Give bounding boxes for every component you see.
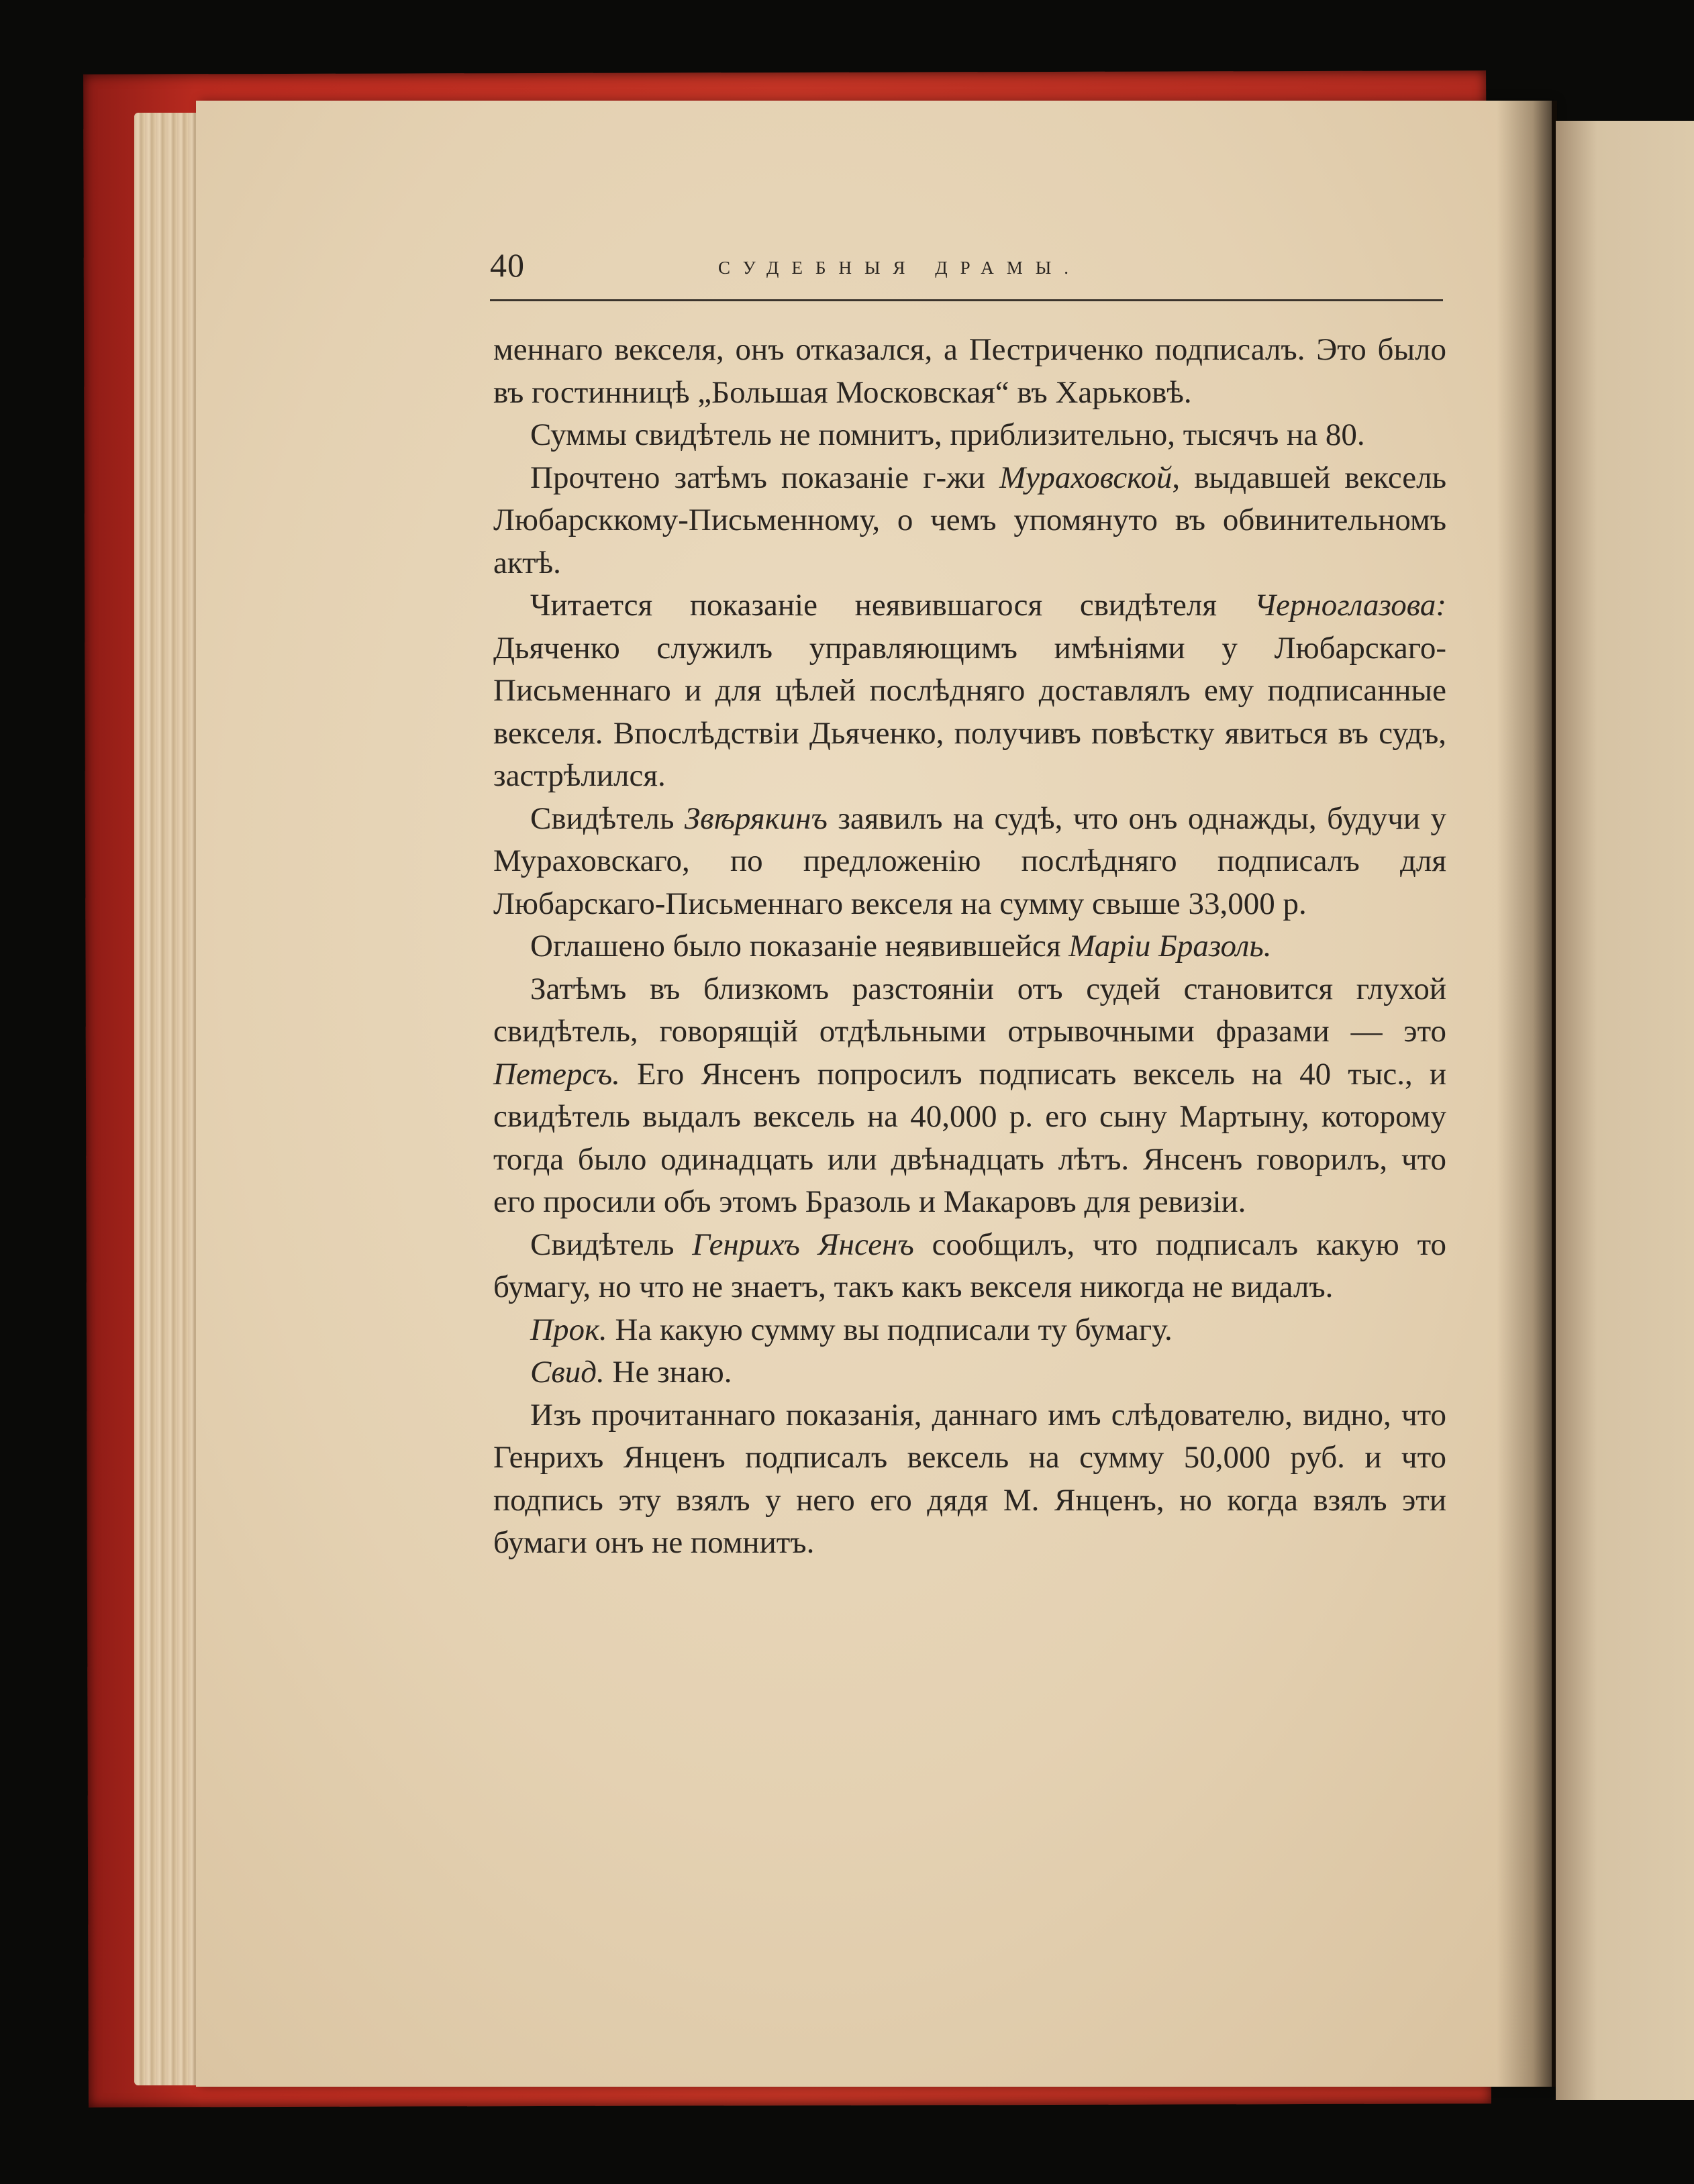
paragraph-3: Прочтено затѣмъ показанiе г-жи Мураховской, выдавшей вексель Любарсккому-Письменному, о чемъ упомянуто въ обвинительномъ актѣ. (493, 460, 1446, 580)
page-header (490, 246, 1443, 293)
paragraph-7: Затѣмъ въ близкомъ разстоянiи отъ судей становится глухой свидѣтель, говорящiй отдѣльными отрывочными фразами — это Петерсъ. Его Янсенъ попросилъ подписать вексель на 40 тыс., и свидѣтель выдалъ вексель на 40,000 р. его сыну Мартыну, которому тогда было одинадцать или двѣнадцать лѣтъ. Янсенъ говорилъ, что его просили объ этомъ Бразоль и Макаровъ для ревизiи. (493, 971, 1446, 1219)
witness-name: Петерсъ. (493, 1056, 620, 1092)
facing-page (1556, 121, 1694, 2100)
paragraph-1: меннаго векселя, онъ отказался, а Пестриченко подписалъ. Это было въ гостинницѣ „Большая Московская“ въ Харьковѣ. (493, 332, 1446, 410)
speaker-label: Свид. (530, 1355, 605, 1390)
paragraph-9: Прок. На какую сумму вы подписали ту бумагу. (530, 1312, 1173, 1347)
running-title: СУДЕБНЫЯ ДРАМЫ. (718, 258, 1082, 278)
speaker-label: Прок. (530, 1312, 607, 1347)
paragraph-10: Свид. Не знаю. (530, 1355, 732, 1390)
witness-name: Мураховской (999, 460, 1173, 495)
witness-name: Марiи Бразоль. (1068, 929, 1272, 964)
paragraph-6: Оглашено было показанiе неявившейся Марiи Бразоль. (530, 929, 1272, 964)
header-rule (490, 299, 1443, 301)
paragraph-4: Читается показанiе неявившагося свидѣтеля Черноглазова: Дьяченко служилъ управляющимъ имѣнiями у Любарскаго-Письменнаго и для цѣлей послѣдняго доставлялъ ему подписанные векселя. Впослѣдствiи Дьяченко, получивъ повѣстку явиться въ судъ, застрѣлился. (493, 588, 1446, 793)
paragraph-5: Свидѣтель Звѣрякинъ заявилъ на судѣ, что онъ однажды, будучи у Мураховскаго, по предложенiю послѣдняго подписалъ для Любарскаго-Письменнаго векселя на сумму свыше 33,000 р. (493, 800, 1446, 921)
paragraph-8: Свидѣтель Генрихъ Янсенъ сообщилъ, что подписалъ какую то бумагу, но что не знаетъ, такъ какъ векселя никогда не видалъ. (493, 1227, 1446, 1304)
page-number: 40 (490, 246, 525, 284)
page-gutter-shadow (1497, 101, 1557, 2087)
witness-name: Генрихъ Янсенъ (692, 1227, 914, 1262)
witness-name: Звѣрякинъ (684, 800, 828, 836)
paragraph-11: Изъ прочитаннаго показанiя, даннаго имъ слѣдователю, видно, что Генрихъ Янценъ подписалъ вексель на сумму 50,000 руб. и что подпись эту взялъ у него его дядя М. Янценъ, но когда взялъ эти бумаги онъ не помнитъ. (493, 1397, 1446, 1560)
body-text (493, 329, 1446, 1565)
witness-name: Черноглазова: (1254, 588, 1446, 623)
paragraph-2: Суммы свидѣтель не помнитъ, приблизительно, тысячъ на 80. (530, 417, 1365, 452)
